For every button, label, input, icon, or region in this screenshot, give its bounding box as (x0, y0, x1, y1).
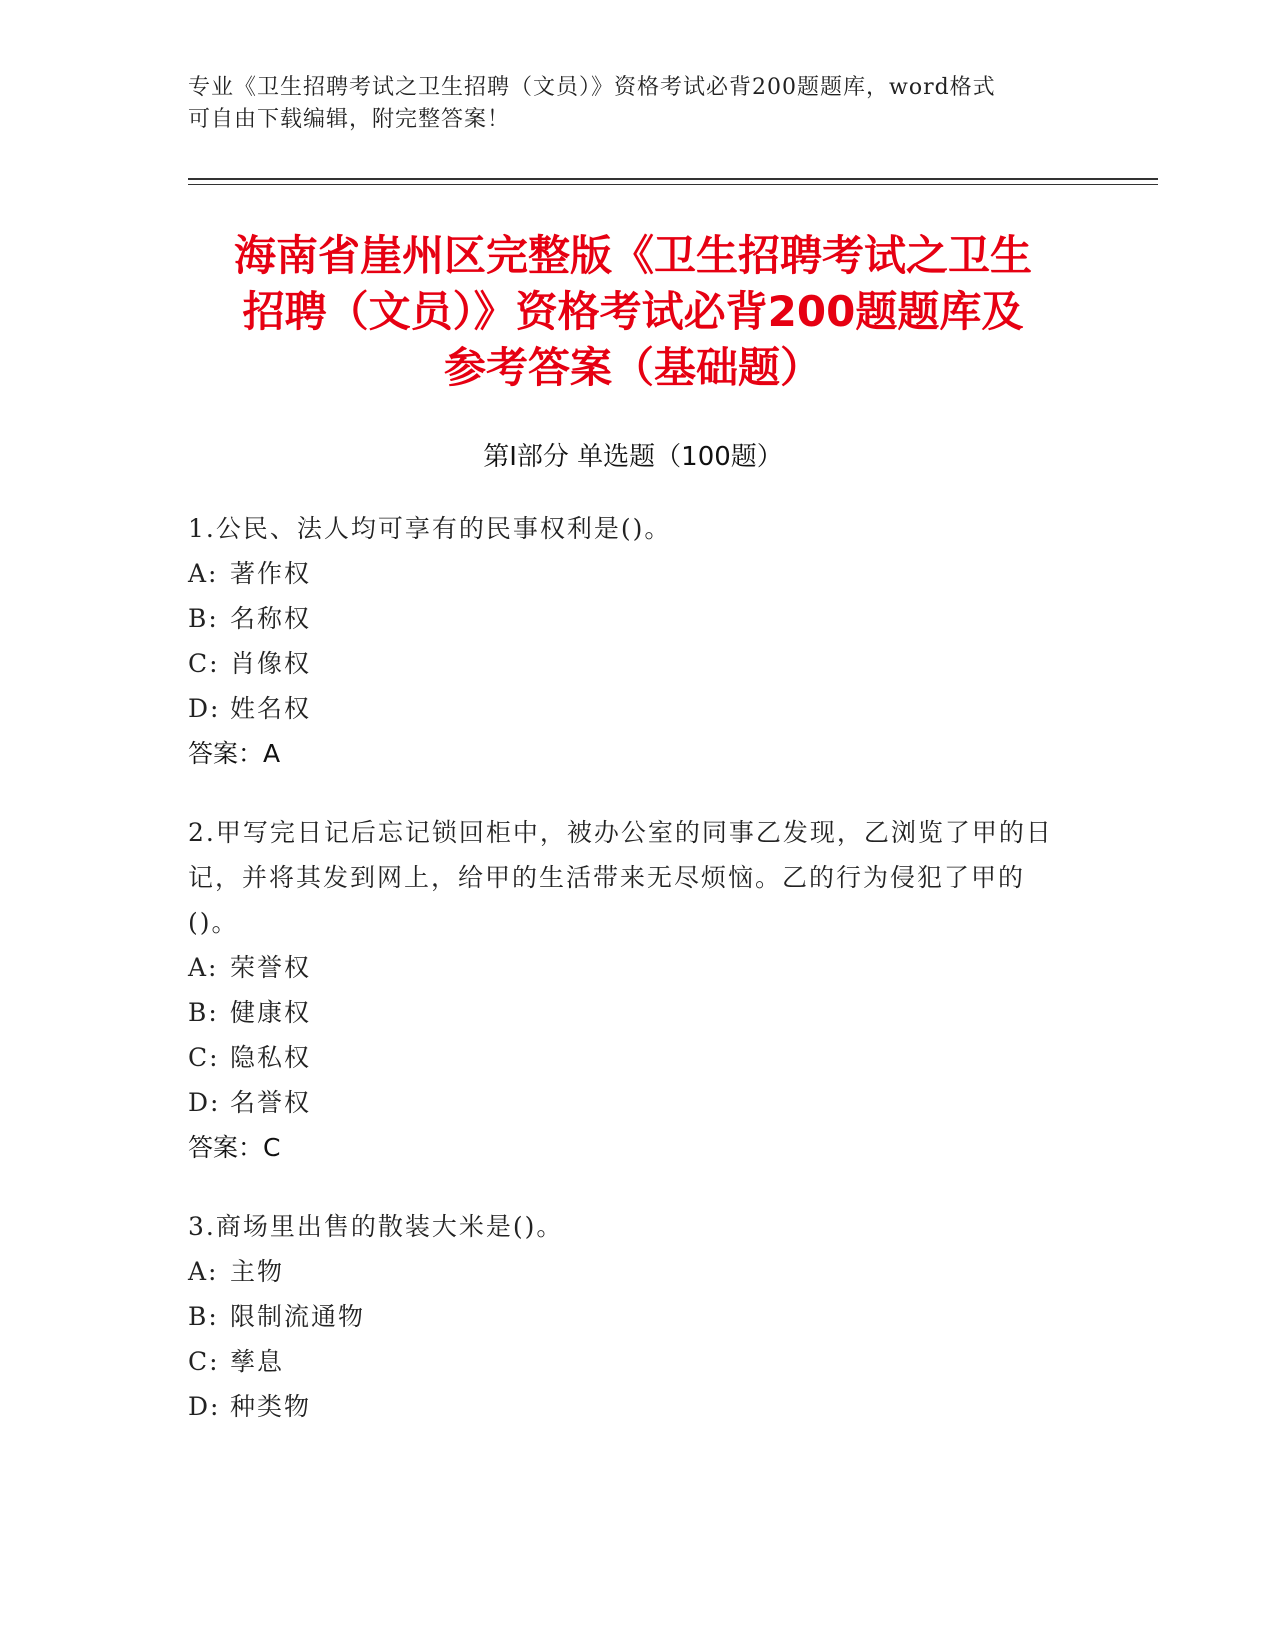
option-label: C: (188, 1347, 220, 1376)
option-text: 名誉权 (230, 1088, 312, 1117)
header-divider-thin (188, 184, 1158, 185)
option-label: D: (188, 1088, 221, 1117)
question-3 (188, 1204, 1068, 1429)
header-line-1: 专业《卫生招聘考试之卫生招聘（文员）》资格考试必背200题题库，word格式 (188, 75, 996, 100)
option-c (188, 1339, 1068, 1384)
header-line-2: 可自由下载编辑，附完整答案！ (188, 107, 511, 132)
option-label: C: (188, 1043, 220, 1072)
option-text: 孳息 (230, 1347, 285, 1376)
option-text: 主物 (230, 1257, 285, 1286)
option-label: C: (188, 649, 220, 678)
option-label: D: (188, 1392, 221, 1421)
title-line-1: 海南省崖州区完整版《卫生招聘考试之卫生 (233, 231, 1032, 280)
option-label: D: (188, 694, 221, 723)
option-text: 名称权 (230, 604, 312, 633)
title-line-3: 参考答案（基础题） (443, 343, 822, 392)
question-text: 2.甲写完日记后忘记锁回柜中，被办公室的同事乙发现，乙浏览了甲的日记，并将其发到网上，给甲的生活带来无尽烦恼。乙的行为侵犯了甲的()。 (188, 818, 1053, 937)
question-text: 3.商场里出售的散装大米是()。 (188, 1212, 564, 1241)
question-2 (188, 810, 1068, 1170)
option-text: 肖像权 (230, 649, 312, 678)
option-d (188, 686, 1068, 731)
option-text: 种类物 (230, 1392, 312, 1421)
option-b (188, 1294, 1068, 1339)
title-line-2: 招聘（文员）》资格考试必背200题题库及 (242, 287, 1024, 336)
option-b (188, 596, 1068, 641)
answer-text: 答案：C (188, 1133, 281, 1162)
option-a (188, 945, 1068, 990)
question-text: 1.公民、法人均可享有的民事权利是()。 (188, 514, 672, 543)
option-text: 限制流通物 (230, 1302, 366, 1331)
answer-text: 答案：A (188, 739, 281, 768)
option-b (188, 990, 1068, 1035)
option-label: B: (188, 604, 219, 633)
option-label: A: (188, 559, 219, 588)
option-text: 隐私权 (230, 1043, 312, 1072)
section-heading: 第Ⅰ部分 单选题（100题） (483, 442, 783, 472)
option-text: 荣誉权 (230, 953, 312, 982)
option-label: A: (188, 1257, 219, 1286)
document-header (188, 72, 1068, 136)
option-text: 健康权 (230, 998, 312, 1027)
option-a (188, 551, 1068, 596)
header-divider-thick (188, 178, 1158, 180)
option-label: A: (188, 953, 219, 982)
question-1 (188, 506, 1068, 776)
option-label: B: (188, 998, 219, 1027)
document-title (188, 228, 1078, 396)
option-d (188, 1080, 1068, 1125)
option-c (188, 1035, 1068, 1080)
option-c (188, 641, 1068, 686)
option-text: 姓名权 (230, 694, 312, 723)
option-d (188, 1384, 1068, 1429)
option-a (188, 1249, 1068, 1294)
option-text: 著作权 (230, 559, 312, 588)
option-label: B: (188, 1302, 219, 1331)
